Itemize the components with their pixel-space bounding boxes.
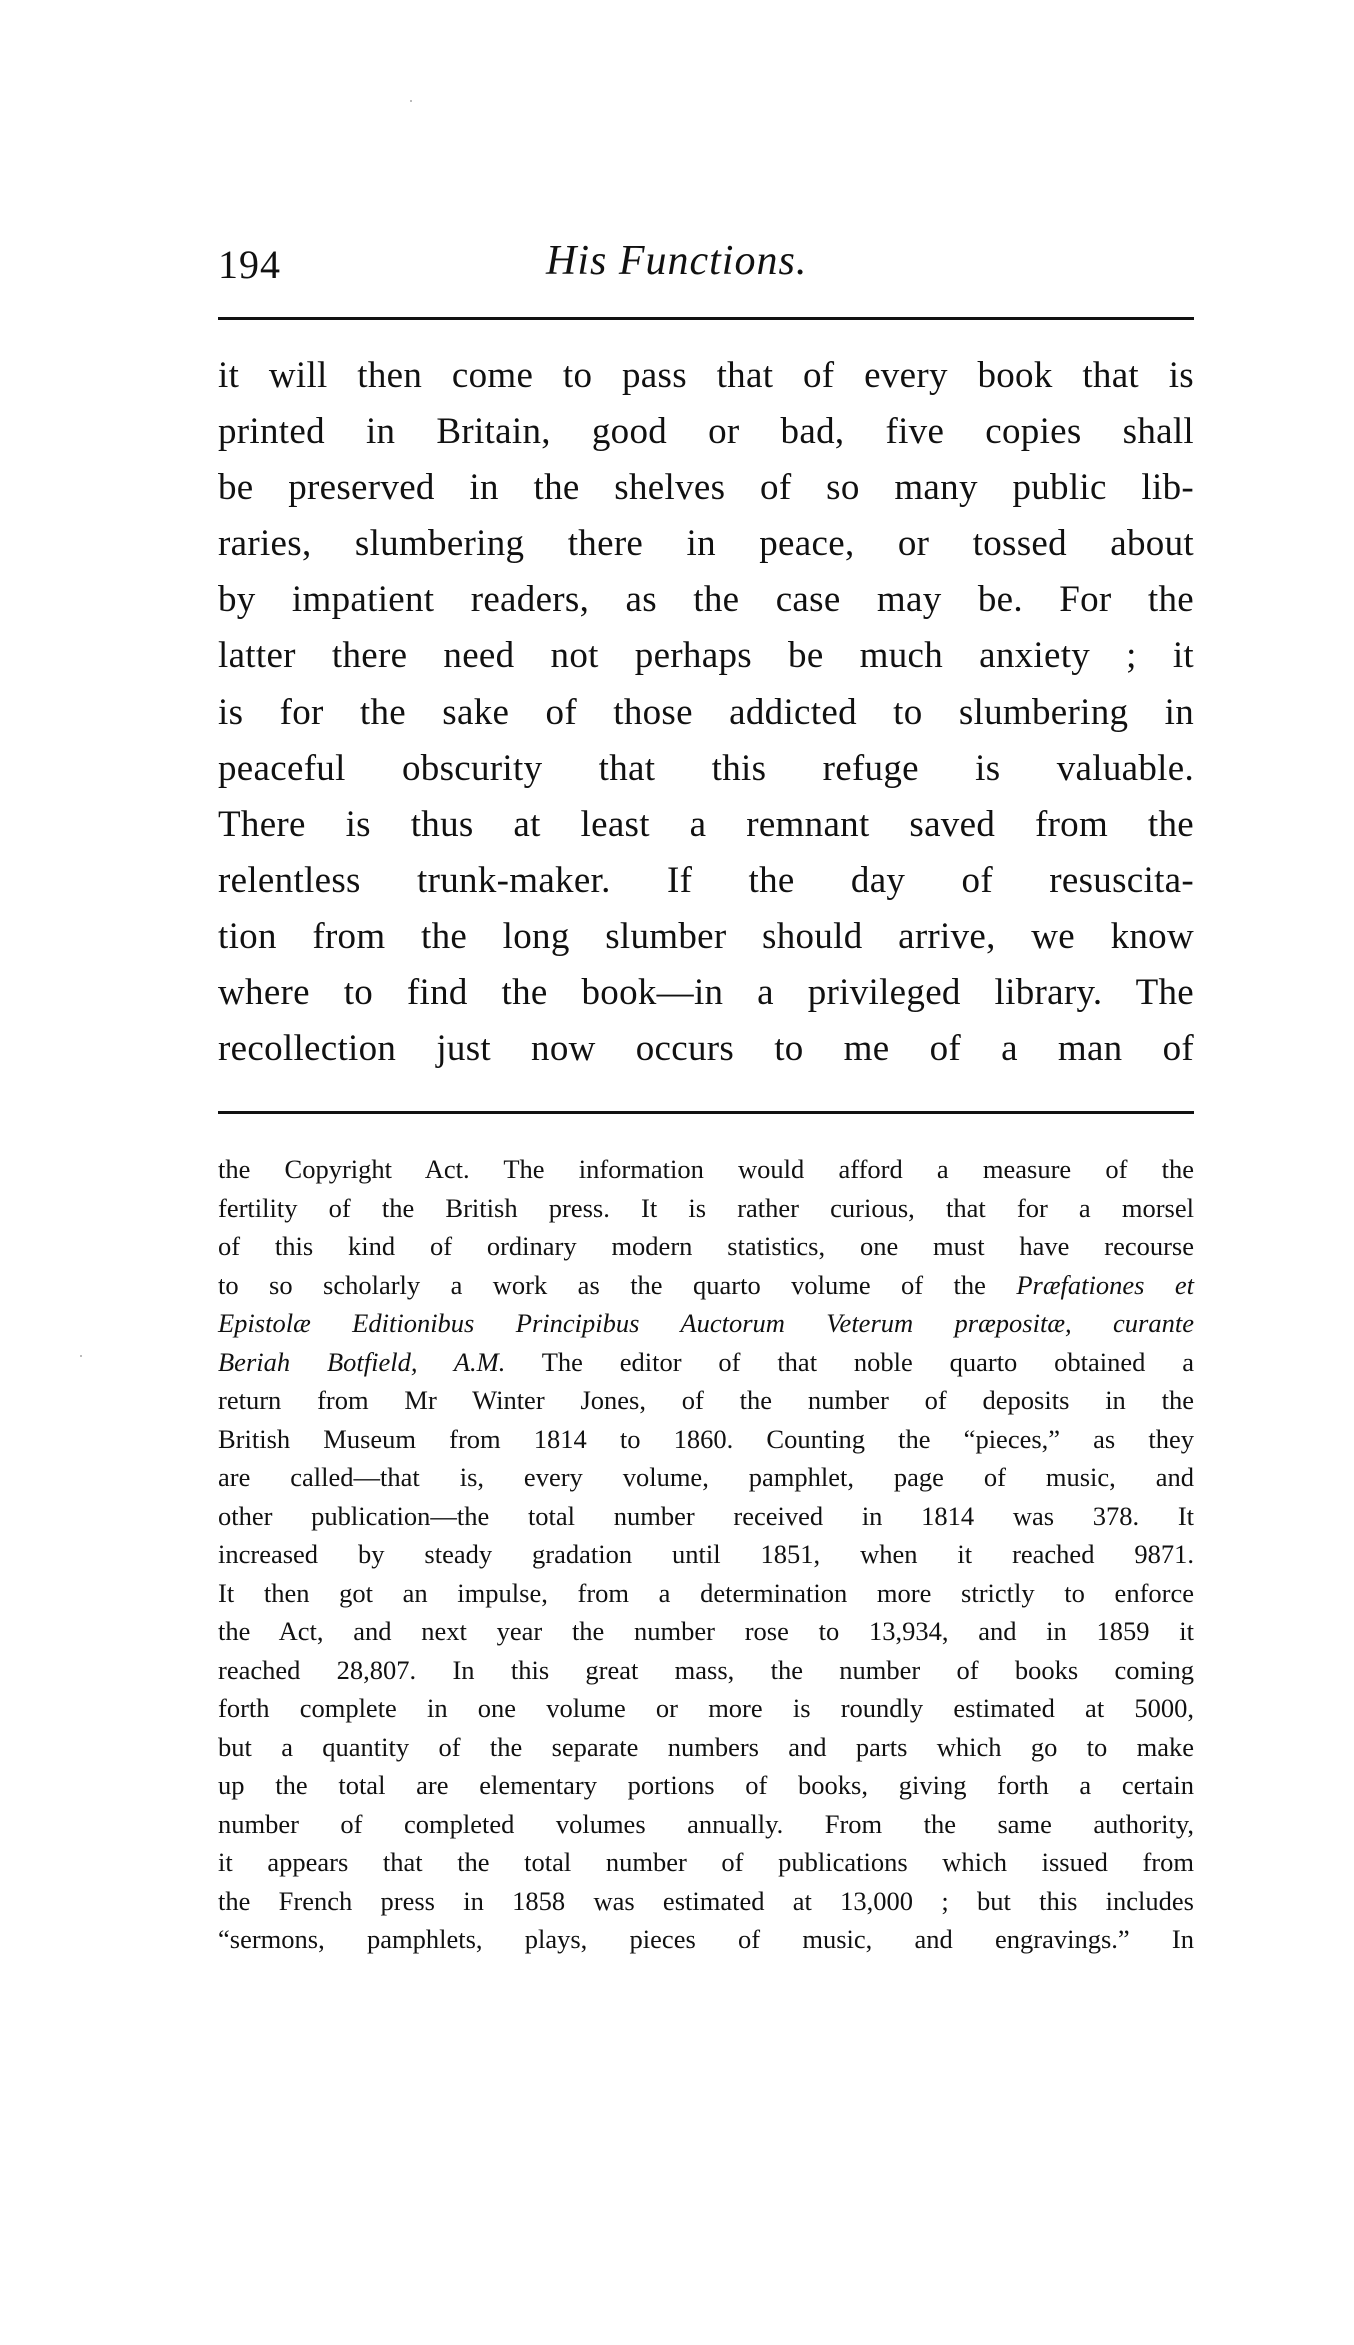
footnote-line: “sermons, pamphlets, plays, pieces of music, and engravings.” In [218, 1924, 1194, 1954]
footnote-text: The editor of that noble quarto obtained a [505, 1346, 1194, 1377]
body-line: tion from the long slumber should arrive, we know [218, 915, 1194, 957]
footnote-rule [218, 1111, 1194, 1114]
body-line: where to find the book—in a privileged library. The [218, 972, 1194, 1014]
scan-speck [410, 100, 412, 102]
scan-speck [80, 1355, 82, 1357]
body-text [218, 348, 1194, 1077]
footnote-italic-name: Beriah Botfield, A.M. [218, 1346, 506, 1377]
body-line: it will then come to pass that of every book that is [218, 355, 1194, 396]
footnote-line [218, 1343, 1194, 1382]
footnote-line: the Copyright Act. The information would afford a measure of the [218, 1154, 1194, 1184]
running-title: His Functions. [546, 238, 808, 284]
footnote-line: It then got an impulse, from a determination more strictly to enforce [218, 1577, 1194, 1608]
footnote-line: increased by steady gradation until 1851, when it reached 9871. [218, 1539, 1194, 1569]
footnote [218, 1150, 1194, 1959]
footnote-line: other publication—the total number received in 1814 was 378. It [218, 1500, 1194, 1531]
footnote-italic-title: Epistolæ Editionibus Principibus Auctorum Veterum præpositæ, curante [218, 1308, 1194, 1338]
book-page [218, 0, 1194, 2345]
header-rule [218, 317, 1194, 320]
running-head [218, 240, 1194, 290]
footnote-line: fertility of the British press. It is rather curious, that for a morsel [218, 1192, 1194, 1223]
footnote-line: forth complete in one volume or more is roundly estimated at 5000, [218, 1693, 1194, 1723]
footnote-line: of this kind of ordinary modern statistics, one must have recourse [218, 1231, 1194, 1261]
body-line: be preserved in the shelves of so many public lib- [218, 467, 1194, 509]
footnote-line: up the total are elementary portions of books, giving forth a certain [218, 1770, 1194, 1800]
body-line: peaceful obscurity that this refuge is valuable. [218, 747, 1194, 789]
body-line: printed in Britain, good or bad, five copies shall [218, 411, 1194, 453]
footnote-italic-title: Præfationes et [1016, 1269, 1195, 1300]
footnote-line: the Act, and next year the number rose to 13,934, and in 1859 it [218, 1616, 1194, 1646]
footnote-line: it appears that the total number of publications which issued from [218, 1847, 1194, 1877]
body-line: raries, slumbering there in peace, or tossed about [218, 523, 1194, 565]
footnote-line: number of completed volumes annually. From the same authority, [218, 1808, 1194, 1839]
footnote-line: the French press in 1858 was estimated at 13,000 ; but this includes [218, 1885, 1194, 1916]
footnote-line [218, 1266, 1194, 1305]
page-number: 194 [218, 242, 281, 287]
footnote-line [218, 1304, 1194, 1343]
body-line: by impatient readers, as the case may be. For the [218, 579, 1194, 621]
footnote-text: to so scholarly a work as the quarto volume of the [218, 1269, 1017, 1300]
body-line: recollection just now occurs to me of a man of [218, 1028, 1194, 1070]
body-line: There is thus at least a remnant saved from the [218, 803, 1194, 845]
footnote-line: return from Mr Winter Jones, of the number of deposits in the [218, 1385, 1194, 1415]
body-line: relentless trunk-maker. If the day of resuscita- [218, 859, 1194, 901]
footnote-line: are called—that is, every volume, pamphlet, page of music, and [218, 1462, 1194, 1492]
body-line: is for the sake of those addicted to slumbering in [218, 691, 1194, 733]
footnote-line: reached 28,807. In this great mass, the number of books coming [218, 1654, 1194, 1685]
footnote-line: but a quantity of the separate numbers and parts which go to make [218, 1731, 1194, 1762]
body-line: latter there need not perhaps be much anxiety ; it [218, 635, 1194, 677]
footnote-line: British Museum from 1814 to 1860. Counting the “pieces,” as they [218, 1423, 1194, 1454]
